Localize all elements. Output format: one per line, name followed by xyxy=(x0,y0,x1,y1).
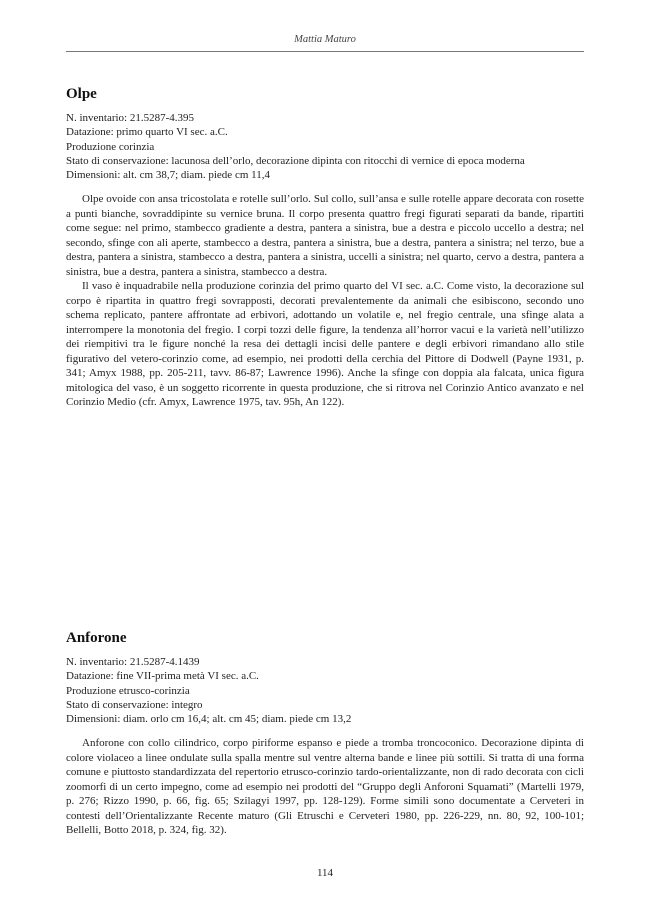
entry-body xyxy=(66,192,584,410)
paragraph: Olpe ovoide con ansa tricostolata e rotelle sull’orlo. Sul collo, sull’ansa e sulle rotelle appare decorata con rosette a punti bianche, sovraddipinte su vernice bruna. Il corpo presenta quattro fregi figurati separati da bande, ripartiti come segue: nel primo, stambecco gradiente a destra, pantera a sinistra, bue a destra e piccolo uccello a destra; nel secondo, sfinge con ali aperte, stambecco a destra, pantera a sinistra, bue a destra, pantera a sinistra; nel terzo, bue a destra, pantera a sinistra, stambecco a destra, pantera a sinistra, uccelli a sinistra; nel quarto, cervo a destra, pantera a sinistra, bue a destra, pantera a sinistra, stambecco a destra. xyxy=(66,193,584,278)
paragraph: Il vaso è inquadrabile nella produzione corinzia del primo quarto del VI sec. a.C. Come visto, la decorazione sul corpo è ripartita in quattro fregi sovrapposti, decorati prevalentemente da animali che esibiscono, secondo uno schema replicato, pantere affrontate ad erbivori, adottando un volatile e, nel fregio centrale, una sfinge alata a interrompere la monotonia del fregio. I corpi tozzi delle figure, la tendenza all’horror vacui e la varietà nell’utilizzo dei riempitivi tra le figure nonché la resa dei dettagli incisi delle pantere e degli erbivori rimandano allo stile figurativo del vetero-corinzio come, ad esempio, nei prodotti della cerchia del Pittore di Dodwell (Payne 1931, p. 341; Amyx 1988, pp. 205-211, tavv. 86-87; Lawrence 1996). Anche la sfinge con doppia ala falcata, unica figura mitologica del vaso, è un soggetto ricorrente in questa produzione, che si ritrova nel Corinzio Antico avanzato e nel Corinzio Medio (cfr. Amyx, Lawrence 1975, tav. 95h, An 122). xyxy=(66,280,584,409)
inventory-number: N. inventario: 21.5287-4.1439 xyxy=(66,656,200,668)
entry-metadata xyxy=(66,111,584,182)
entry-body xyxy=(66,736,584,838)
conservation-state: Stato di conservazione: lacunosa dell’orlo, decorazione dipinta con ritocchi di vernice di epoca moderna xyxy=(66,154,525,167)
catalog-entry-anforone xyxy=(66,630,584,838)
production: Produzione etrusco-corinzia xyxy=(66,684,190,697)
paragraph: Anforone con collo cilindrico, corpo piriforme espanso e piede a tromba troncoconico. Decorazione dipinta di colore violaceo a linee ondulate sulla spalla mentre sul ventre alterna bande e linee più sottili. Si tratta di una forma comune e piuttosto standardizzata del repertorio etrusco-corinzio tardo-orientalizzante, non di rado decorata con cicli zoomorfi di un certo impegno, come ad esempio nei prodotti del “Gruppo degli Anforoni Squamati” (Martelli 1979, p. 276; Rizzo 1990, p. 66, fig. 65; Szilagyi 1997, pp. 128-129). Forme simili sono documentate a Cerveteri in contesti dell’Orientalizzante Recente maturo (Gli Etruschi e Cerveteri 1980, pp. 226-229, nn. 80, 92, 100-101; Bellelli, Botto 2018, p. 324, fig. 32). xyxy=(66,737,584,837)
production: Produzione corinzia xyxy=(66,140,155,153)
entry-title: Olpe xyxy=(66,86,97,102)
page-number: 114 xyxy=(316,867,334,879)
conservation-state: Stato di conservazione: integro xyxy=(66,698,203,711)
catalog-entry-olpe xyxy=(66,86,584,410)
dimensions: Dimensioni: diam. orlo cm 16,4; alt. cm 45; diam. piede cm 13,2 xyxy=(66,713,352,726)
entry-metadata xyxy=(66,655,584,726)
inventory-number: N. inventario: 21.5287-4.395 xyxy=(66,112,195,124)
dimensions: Dimensioni: alt. cm 38,7; diam. piede cm 11,4 xyxy=(66,169,270,182)
header-divider xyxy=(66,51,584,52)
dating: Datazione: primo quarto VI sec. a.C. xyxy=(66,126,228,139)
running-head-author: Mattia Maturo xyxy=(294,34,356,45)
dating: Datazione: fine VII-prima metà VI sec. a.C. xyxy=(66,670,259,683)
entry-title: Anforone xyxy=(66,630,127,646)
